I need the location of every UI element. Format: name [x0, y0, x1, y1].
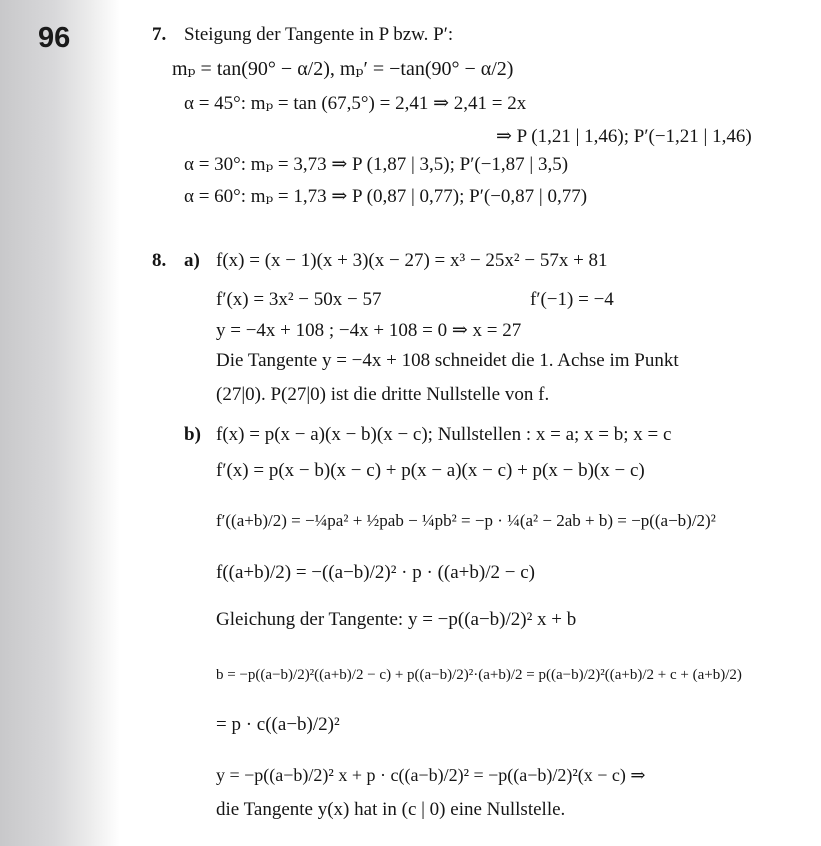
task-8b-tangent-equation: Gleichung der Tangente: y = −p((a−b)/2)² x + b — [216, 609, 577, 630]
task-8b-derivative-midpoint: f′((a+b)/2) = −¼pa² + ½pab − ¼pb² = −p · ¼(a² − 2ab + b) = −p((a−b)/2)² — [216, 511, 716, 530]
task-8b-function: f(x) = p(x − a)(x − b)(x − c); Nullstellen : x = a; x = b; x = c — [216, 424, 672, 445]
task-7-slope-formula: mₚ = tan(90° − α/2), mₚ′ = −tan(90° − α/2) — [172, 58, 514, 80]
task-8b-conclusion: die Tangente y(x) hat in (c | 0) eine Nullstelle. — [216, 799, 566, 820]
task-8b-label: b) — [184, 424, 201, 445]
task-7-case-60: α = 60°: mₚ = 1,73 ⇒ P (0,87 | 0,77); P′(−0,87 | 0,77) — [184, 186, 588, 207]
task-7-case-30: α = 30°: mₚ = 3,73 ⇒ P (1,87 | 3,5); P′(−1,87 | 3,5) — [184, 154, 569, 175]
task-8a-text-line-2: (27|0). P(27|0) ist die dritte Nullstelle von f. — [216, 384, 550, 405]
task-8a-text-line-1: Die Tangente y = −4x + 108 schneidet die 1. Achse im Punkt — [216, 350, 679, 371]
task-7-heading: Steigung der Tangente in P bzw. P′: — [184, 24, 454, 45]
task-7-number: 7. — [152, 24, 167, 45]
page-margin-shadow — [0, 0, 120, 846]
task-8a-label: a) — [184, 250, 200, 271]
task-8a-derivative: f′(x) = 3x² − 50x − 57 — [216, 289, 382, 310]
task-8a-tangent: y = −4x + 108 ; −4x + 108 = 0 ⇒ x = 27 — [216, 320, 522, 341]
task-8a-function: f(x) = (x − 1)(x + 3)(x − 27) = x³ − 25x² − 57x + 81 — [216, 250, 608, 271]
task-7-case-45-points: ⇒ P (1,21 | 1,46); P′(−1,21 | 1,46) — [496, 126, 752, 147]
task-8b-derivative: f′(x) = p(x − b)(x − c) + p(x − a)(x − c) + p(x − b)(x − c) — [216, 460, 645, 481]
task-7-case-45: α = 45°: mₚ = tan (67,5°) = 2,41 ⇒ 2,41 = 2x — [184, 93, 527, 114]
page-number: 96 — [38, 22, 71, 54]
task-8a-derivative-value: f′(−1) = −4 — [530, 289, 614, 310]
task-8b-y-equation: y = −p((a−b)/2)² x + p · c((a−b)/2)² = −p((a−b)/2)²(x − c) ⇒ — [216, 765, 646, 785]
task-8b-b-result: = p · c((a−b)/2)² — [216, 714, 340, 735]
task-8b-b-equation: b = −p((a−b)/2)²((a+b)/2 − c) + p((a−b)/2)²·(a+b)/2 = p((a−b)/2)²((a+b)/2 + c + (a+b)/2) — [216, 667, 742, 683]
task-8-number: 8. — [152, 250, 167, 271]
task-8b-function-midpoint: f((a+b)/2) = −((a−b)/2)² · p · ((a+b)/2 − c) — [216, 562, 535, 583]
